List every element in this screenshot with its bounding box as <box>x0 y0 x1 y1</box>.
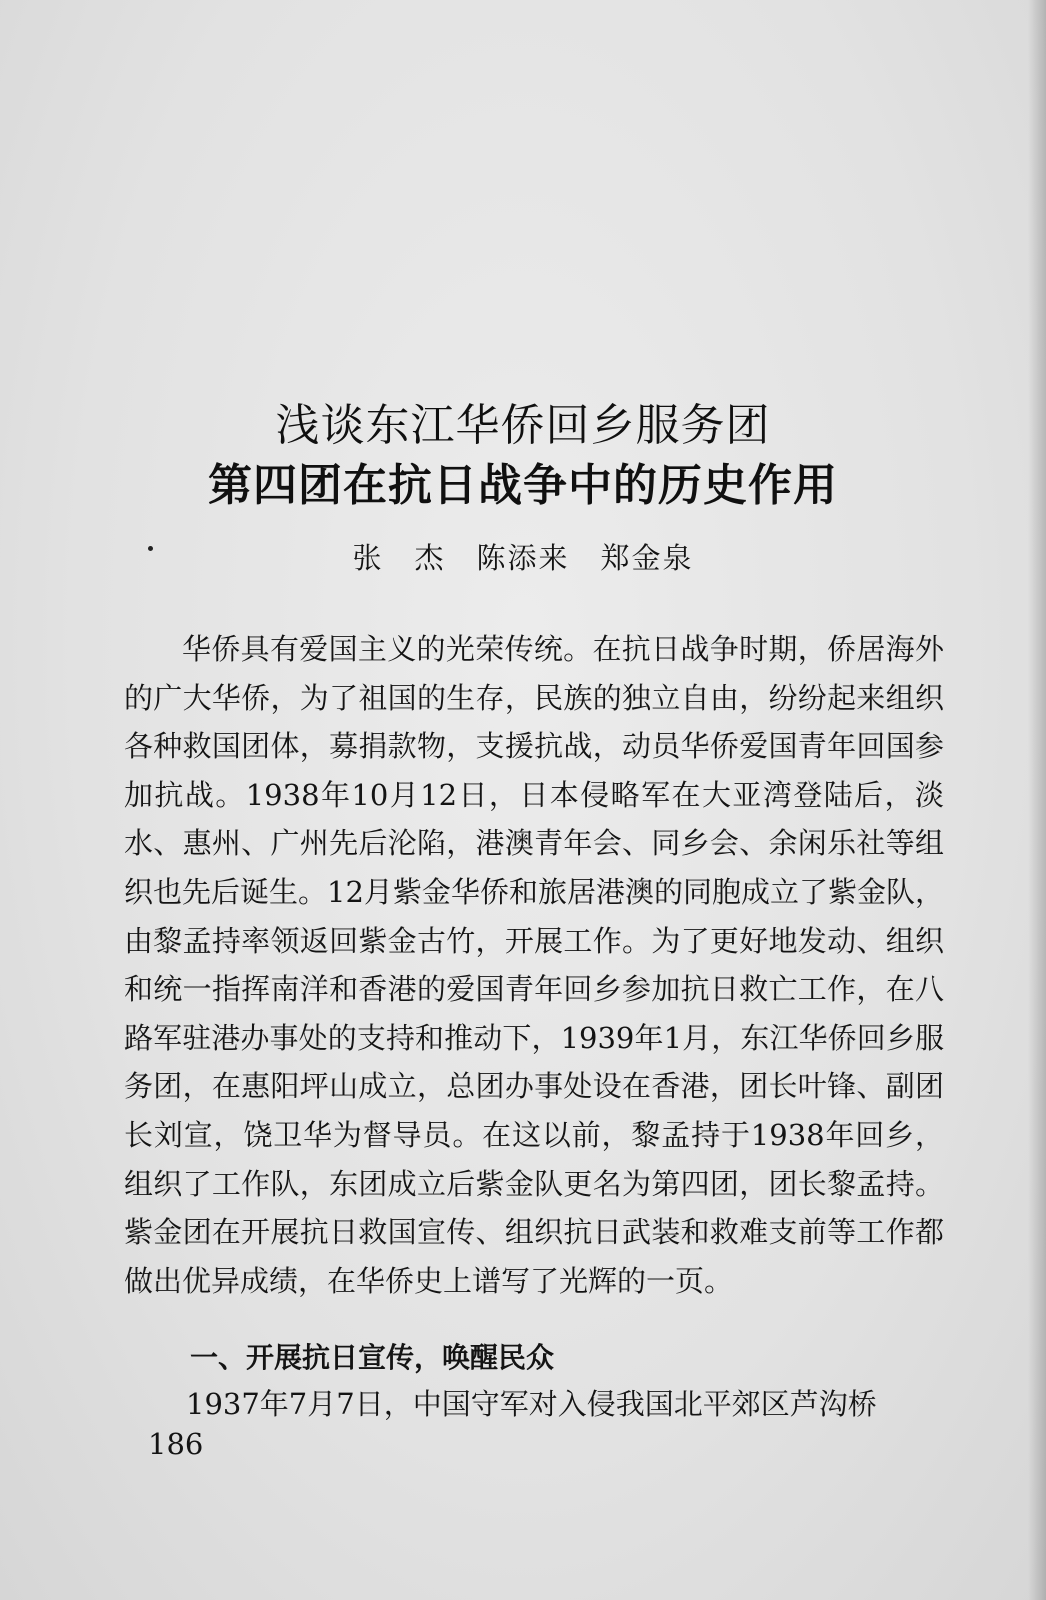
article-body <box>124 625 944 1305</box>
article-title-line-1: 浅谈东江华侨回乡服务团 <box>275 400 771 451</box>
article-authors: 张 杰 陈添来 郑金泉 <box>352 541 694 575</box>
body-paragraph: 华侨具有爱国主义的光荣传统。在抗日战争时期，侨居海外的广大华侨，为了祖国的生存，民族的独立自由，纷纷起来组织各种救国团体，募捐款物，支援抗战，动员华侨爱国青年回国参加抗战。1938年10月12日，日本侵略军在大亚湾登陆后，淡水、惠州、广州先后沦陷，港澳青年会、同乡会、余闲乐社等组织也先后诞生。12月紫金华侨和旅居港澳的同胞成立了紫金队，由黎孟持率领返回紫金古竹，开展工作。为了更好地发动、组织和统一指挥南洋和香港的爱国青年回乡参加抗日救亡工作，在八路军驻港办事处的支持和推动下，1939年1月，东江华侨回乡服务团，在惠阳坪山成立，总团办事处设在香港，团长叶锋、副团长刘宣，饶卫华为督导员。在这以前，黎孟持于1938年回乡，组织了工作队，东团成立后紫金队更名为第四团，团长黎孟持。紫金团在开展抗日救国宣传、组织抗日武装和救难支前等工作都做出优异成绩，在华侨史上谱写了光辉的一页。 <box>124 632 944 1298</box>
article-title-line-2: 第四团在抗日战争中的历史作用 <box>208 460 838 511</box>
body-paragraph-continued: 1937年7月7日，中国守军对入侵我国北平郊区芦沟桥 <box>186 1387 877 1421</box>
page-number: 186 <box>148 1427 204 1461</box>
scan-shadow-edge <box>1028 0 1046 1600</box>
section-heading: 一、开展抗日宣传，唤醒民众 <box>190 1341 555 1374</box>
